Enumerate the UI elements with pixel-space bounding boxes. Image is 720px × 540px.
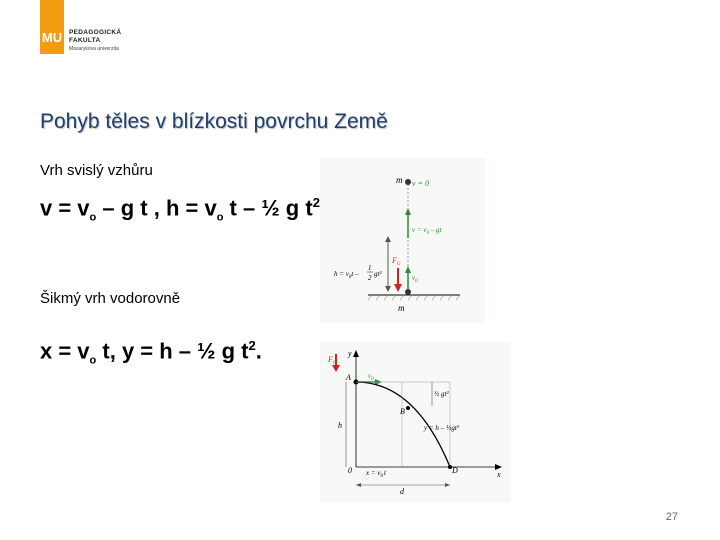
fig2-v0: v [368,372,372,380]
fig2-A: A [346,373,351,382]
s2-f-part2: t, y = h – ½ g t [96,338,249,364]
fig1-m-top: m [396,175,403,185]
s2-f-sub1: o [89,354,97,367]
section2-formula [40,338,262,367]
fig2-x-eq-tail: t [383,469,386,477]
logo-line-1: PEDAGOGICKÁ [69,29,122,36]
faculty-logo [40,0,150,58]
bottom-mass [405,289,411,295]
point-b [406,406,410,410]
fig2-B: B [400,407,405,416]
fig2-x-axis: x [497,470,501,479]
slide-title: Pohyb těles v blízkosti povrchu Země [40,110,388,133]
page-number: 27 [665,511,678,523]
s1-f-sub2: o [216,211,224,224]
fig1-v-eq: v = v [412,226,427,234]
logo-line-3: Masarykova univerzita [69,46,119,52]
fig1-h-eq: h = v [334,270,349,278]
fig1-h-eq-sub: 0 [348,275,352,280]
logo-mark [40,0,64,54]
s2-f-end: . [255,338,262,364]
logo-text [69,29,121,53]
fig1-h-eq-tail: t – [351,270,359,278]
svg-text:y = h –½gt² [423,424,460,432]
section2-label: Šikmý vrh vodorovně [40,290,181,307]
s1-f-part2: – g t , h = v [96,195,217,221]
fig1-v0-sub: 0 [415,279,418,284]
fig2-d: d [400,487,404,496]
s2-f-part1: x = v [40,338,90,364]
vertical-throw-figure [320,158,485,323]
fig1-m-bottom: m [398,303,405,313]
s1-f-part1: v = v [40,195,90,221]
logo-line-2: FAKULTA [69,37,101,44]
fig1-frac-num: 1 [368,264,372,272]
fig1-v-eq-tail: – gt [428,226,442,234]
s1-f-part3: t – ½ g t [223,195,313,221]
fig1-gt2: gt² [374,270,382,278]
fig2-half-g: ½ [434,390,440,398]
horizontal-throw-figure [320,342,510,502]
fig2-force-sub: G [332,361,337,366]
s1-f-sup: 2 [312,195,320,210]
s2-f-sup: 2 [248,338,256,353]
s1-f-sub1: o [89,211,97,224]
fig2-origin: 0 [348,466,352,475]
section1-label: Vrh svislý vzhůru [40,162,153,179]
logo-mark-text: MU [41,30,63,45]
fig2-h: h [338,421,342,430]
fig1-v-zero: v = 0 [412,179,429,188]
fig1-v-eq-sub: 0 [426,231,429,236]
fig2-y-axis: y [348,349,352,358]
fig1-force-sub: G [396,262,401,267]
fig2-gt2: gt² [441,390,449,398]
fig1-frac-den: 2 [368,274,372,282]
fig2-force: F [328,355,333,364]
fig1-force: F [392,256,397,265]
fig1-v0: v [412,274,416,282]
top-mass [405,179,411,185]
section1-formula [40,195,332,224]
fig2-v0-sub: 0 [371,377,374,382]
fig2-y-eq-tail: ½gt² [446,424,459,432]
fig2-y-eq: y = h – [424,424,445,432]
fig2-D: D [452,466,458,475]
fig2-x-eq-sub: 0 [380,474,383,479]
fig2-x-eq: x = v [366,469,381,477]
